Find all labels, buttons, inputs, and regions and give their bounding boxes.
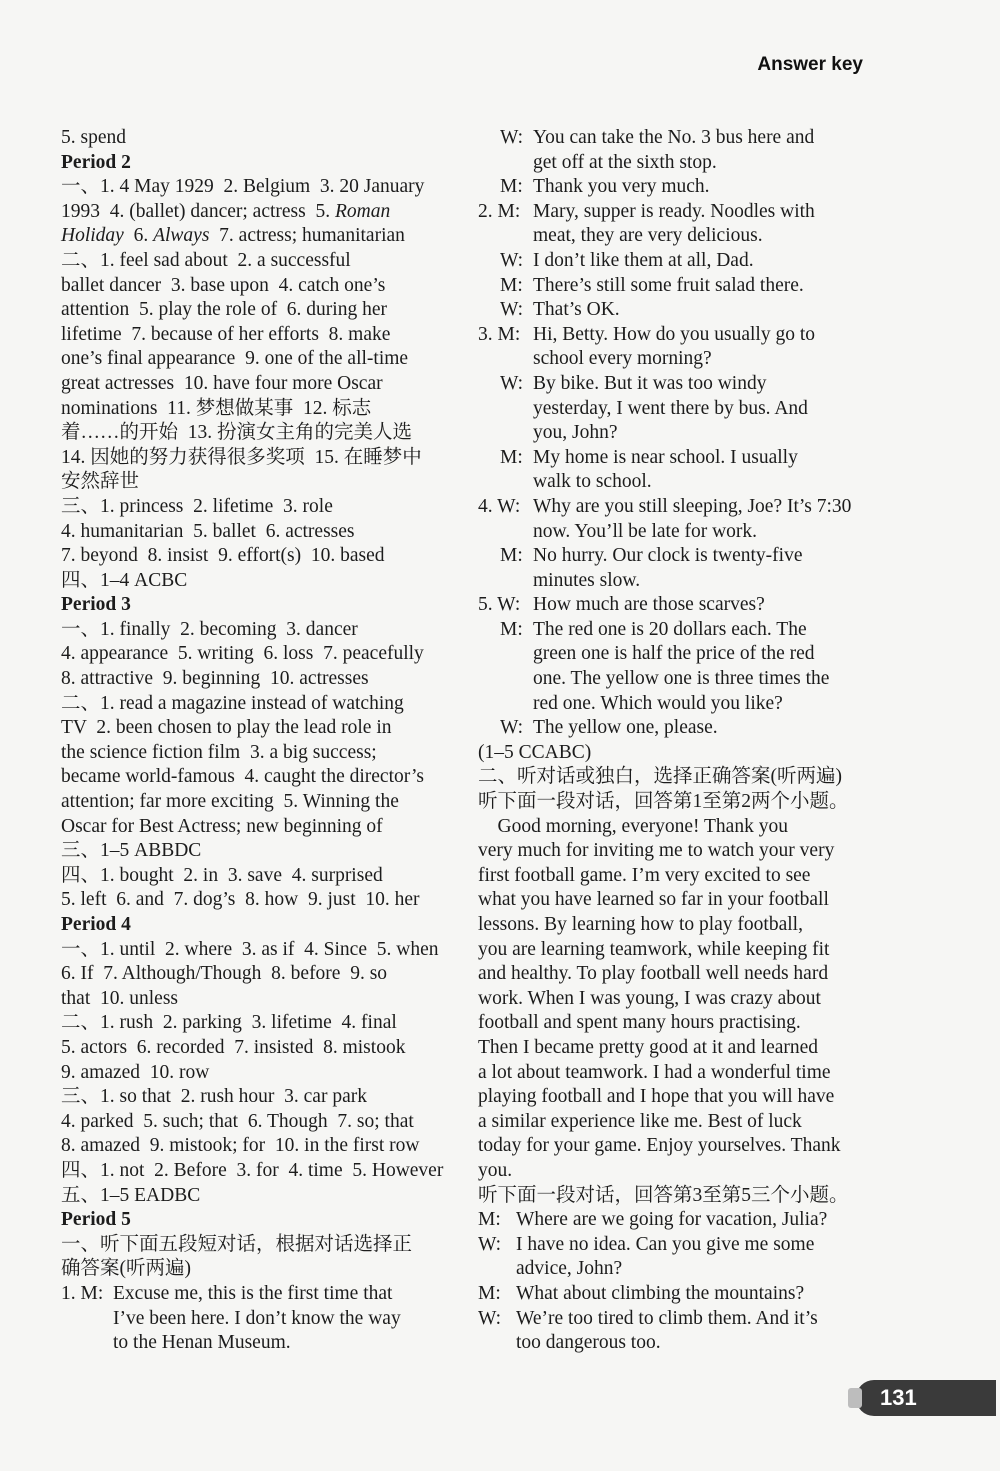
script-line	[478, 397, 878, 422]
script-text: I don’t like them at all, Dad.	[533, 249, 754, 271]
dialogue-line	[478, 1282, 878, 1307]
answer-text: 6. If 7. Although/Though 8. before 9. so	[61, 963, 388, 985]
answer-text: that 10. unless	[61, 987, 178, 1009]
answer-line	[61, 1159, 451, 1184]
answer-text: 8. amazed 9. mistook; for 10. in the first row	[61, 1135, 420, 1157]
answer-line	[61, 618, 451, 643]
answer-text: 9. amazed 10. row	[61, 1061, 210, 1083]
script-line	[478, 151, 878, 176]
speaker-label: M:	[500, 545, 523, 567]
script-text: You can take the No. 3 bus here and	[533, 127, 815, 148]
script-line	[478, 962, 878, 987]
dialogue-line	[478, 323, 878, 348]
answer-text: 五、1–5 EADBC	[61, 1184, 201, 1206]
answer-text: 三、1. so that 2. rush hour 3. car park	[61, 1086, 367, 1108]
answer-line	[61, 692, 451, 717]
right-column	[478, 126, 878, 1356]
answer-text: great actresses 10. have four more Oscar	[61, 372, 383, 394]
script-text: get off at the sixth stop.	[533, 151, 717, 173]
answer-line	[61, 790, 451, 815]
answer-text: 安然辞世	[61, 471, 140, 493]
dialogue-line	[478, 200, 878, 225]
section-heading	[61, 1208, 451, 1233]
answer-text: 8. attractive 9. beginning 10. actresses	[61, 668, 369, 690]
script-text: you, John?	[533, 422, 618, 444]
answer-line	[61, 200, 451, 225]
answer-line	[61, 1184, 451, 1209]
answer-text: to the Henan Museum.	[113, 1332, 291, 1354]
answer-text: became world-famous 4. caught the director’s	[61, 766, 424, 788]
answer-text: 1993 4. (ballet) dancer; actress 5.	[61, 200, 335, 222]
script-line	[478, 1159, 878, 1184]
answer-text: 4. appearance 5. writing 6. loss 7. peacefully	[61, 643, 424, 665]
script-text: 听下面一段对话，回答第1至第2两个小题。	[478, 791, 849, 813]
answer-text: 确答案(听两遍)	[61, 1258, 191, 1280]
answer-text: attention 5. play the role of 6. during her	[61, 299, 387, 321]
speaker-label: M:	[478, 1282, 501, 1304]
script-line	[478, 520, 878, 545]
answer-text: 1. M: Excuse me, this is the first time that	[61, 1282, 393, 1304]
answer-line	[61, 544, 451, 569]
dialogue-line	[478, 1233, 878, 1258]
script-text: red one. Which would you like?	[533, 692, 783, 714]
answer-text: one’s final appearance 9. one of the all-time	[61, 348, 409, 370]
answer-line	[61, 864, 451, 889]
answer-text: TV 2. been chosen to play the lead role in	[61, 717, 392, 739]
script-line	[478, 421, 878, 446]
dialogue-line	[478, 1208, 878, 1233]
dialogue-line	[478, 495, 878, 520]
script-text: Where are we going for vacation, Julia?	[516, 1209, 828, 1231]
answer-text: Period 5	[61, 1209, 131, 1231]
speaker-label: M:	[478, 1209, 501, 1231]
script-line	[478, 569, 878, 594]
script-line	[478, 1257, 878, 1282]
script-text: what you have learned so far in your football	[478, 889, 829, 911]
speaker-label: M:	[500, 176, 523, 198]
speaker-label: 2. M:	[478, 200, 521, 222]
script-line	[478, 667, 878, 692]
script-text: today for your game. Enjoy yourselves. Thank	[478, 1135, 841, 1157]
answer-text: 四、1. not 2. Before 3. for 4. time 5. However	[61, 1159, 444, 1181]
script-text: 听下面一段对话，回答第3至第5三个小题。	[478, 1184, 849, 1206]
dialogue-line	[478, 593, 878, 618]
speaker-label: 5. W:	[478, 594, 521, 616]
answer-line	[61, 1110, 451, 1135]
script-text: The yellow one, please.	[533, 717, 718, 739]
answer-line	[61, 839, 451, 864]
answer-line	[61, 1085, 451, 1110]
answer-text: 4. parked 5. such; that 6. Though 7. so; that	[61, 1110, 414, 1132]
script-text: My home is near school. I usually	[533, 446, 798, 468]
answer-text: ballet dancer 3. base upon 4. catch one’s	[61, 274, 386, 296]
answer-line	[61, 1036, 451, 1061]
answer-line	[61, 298, 451, 323]
answer-text: Oscar for Best Actress; new beginning of	[61, 815, 383, 837]
answer-text: 5. actors 6. recorded 7. insisted 8. mistook	[61, 1036, 406, 1058]
script-line	[478, 888, 878, 913]
page-number-badge	[856, 1380, 996, 1416]
script-text: How much are those scarves?	[533, 594, 765, 616]
answer-line	[61, 888, 451, 913]
answer-line	[61, 446, 451, 471]
italic-title: Holiday	[61, 225, 124, 247]
italic-title: Always	[153, 225, 210, 247]
script-text: meat, they are very delicious.	[533, 225, 763, 247]
script-line	[478, 765, 878, 790]
page-tab-marker	[848, 1388, 862, 1408]
answer-text: nominations 11. 梦想做某事 12. 标志	[61, 397, 372, 419]
script-text: first football game. I’m very excited to see	[478, 864, 811, 886]
dialogue-line	[478, 249, 878, 274]
answer-text: 一、1. until 2. where 3. as if 4. Since 5. when	[61, 938, 439, 960]
speaker-label: W:	[500, 299, 524, 321]
answer-line	[61, 765, 451, 790]
script-line	[478, 347, 878, 372]
script-line	[478, 790, 878, 815]
section-heading	[61, 593, 451, 618]
script-text: work. When I was young, I was crazy about	[478, 987, 821, 1009]
script-text: The red one is 20 dollars each. The	[533, 618, 807, 640]
dialogue-line	[478, 1307, 878, 1332]
dialogue-line	[478, 544, 878, 569]
answer-line	[61, 224, 451, 249]
dialogue-line	[478, 126, 878, 151]
script-line	[478, 864, 878, 889]
script-text: one. The yellow one is three times the	[533, 668, 830, 690]
answer-text: 14. 因她的努力获得很多奖项 15. 在睡梦中	[61, 446, 422, 468]
script-line	[478, 938, 878, 963]
script-text: advice, John?	[516, 1258, 623, 1280]
answer-text: 二、1. rush 2. parking 3. lifetime 4. final	[61, 1012, 397, 1034]
answer-line	[61, 495, 451, 520]
answer-text: lifetime 7. because of her efforts 8. make	[61, 323, 391, 345]
speaker-label: M:	[500, 446, 523, 468]
speaker-label: M:	[500, 618, 523, 640]
answer-text: 5. left 6. and 7. dog’s 8. how 9. just 10. her	[61, 889, 420, 911]
script-text: I have no idea. Can you give me some	[516, 1233, 815, 1255]
dialogue-line	[478, 446, 878, 471]
script-line	[478, 1011, 878, 1036]
script-text: playing football and I hope that you will have	[478, 1086, 835, 1108]
script-line	[478, 1184, 878, 1209]
answer-text: 7. beyond 8. insist 9. effort(s) 10. based	[61, 545, 385, 567]
script-text: No hurry. Our clock is twenty-five	[533, 545, 803, 567]
answer-line	[61, 421, 451, 446]
answer-line	[61, 347, 451, 372]
script-text: very much for inviting me to watch your very	[478, 840, 835, 862]
script-text: Good morning, everyone! Thank you	[478, 815, 788, 837]
script-text: (1–5 CCABC)	[478, 741, 592, 763]
answer-line	[61, 938, 451, 963]
answer-line	[61, 323, 451, 348]
answer-text: 一、1. 4 May 1929 2. Belgium 3. 20 January	[61, 176, 425, 198]
answer-line	[61, 962, 451, 987]
answer-line	[61, 642, 451, 667]
speaker-label: W:	[500, 717, 524, 739]
answer-line	[61, 274, 451, 299]
speaker-label: W:	[478, 1307, 502, 1329]
answer-line	[61, 815, 451, 840]
answer-text: Period 2	[61, 151, 131, 173]
speaker-label: 4. W:	[478, 495, 521, 517]
answer-line	[61, 1282, 451, 1307]
script-text: you.	[478, 1159, 513, 1181]
script-text: There’s still some fruit salad there.	[533, 274, 804, 296]
answer-line	[61, 1233, 451, 1258]
answer-line	[61, 520, 451, 545]
script-text: That’s OK.	[533, 299, 620, 321]
answer-line	[61, 1061, 451, 1086]
answer-text: 四、1–4 ACBC	[61, 569, 188, 591]
script-text: By bike. But it was too windy	[533, 372, 767, 394]
answer-line	[61, 372, 451, 397]
answer-text: 着……的开始 13. 扮演女主角的完美人选	[61, 422, 413, 444]
answer-line	[61, 397, 451, 422]
answer-line	[61, 667, 451, 692]
script-text: Mary, supper is ready. Noodles with	[533, 200, 815, 222]
speaker-label: 3. M:	[478, 323, 521, 345]
speaker-label: W:	[500, 249, 524, 271]
script-line	[478, 741, 878, 766]
script-line	[478, 1085, 878, 1110]
script-text: and healthy. To play football well needs hard	[478, 963, 829, 985]
answer-text: 6.	[123, 225, 154, 247]
script-text: Why are you still sleeping, Joe? It’s 7:30	[533, 495, 852, 517]
script-text: too dangerous too.	[516, 1332, 661, 1354]
left-column	[61, 126, 451, 1356]
answer-text: 7. actress; humanitarian	[209, 225, 405, 247]
script-line	[478, 1061, 878, 1086]
dialogue-line	[478, 274, 878, 299]
script-line	[478, 692, 878, 717]
answer-text: the science fiction film 3. a big success;	[61, 741, 377, 763]
answer-text: Period 4	[61, 914, 131, 935]
answer-text: 三、1–5 ABBDC	[61, 840, 202, 862]
script-line	[478, 642, 878, 667]
script-line	[478, 1331, 878, 1356]
script-text: you are learning teamwork, while keeping fit	[478, 938, 830, 960]
script-line	[478, 1036, 878, 1061]
answer-line	[61, 126, 451, 151]
dialogue-line	[478, 372, 878, 397]
script-text: minutes slow.	[533, 569, 641, 591]
script-text: lessons. By learning how to play football,	[478, 914, 803, 935]
script-text: 二、听对话或独白，选择正确答案(听两遍)	[478, 766, 842, 788]
script-line	[478, 913, 878, 938]
script-line	[478, 839, 878, 864]
answer-line	[61, 569, 451, 594]
dialogue-line	[478, 298, 878, 323]
script-line	[478, 224, 878, 249]
section-heading	[61, 913, 451, 938]
section-heading	[61, 151, 451, 176]
answer-text: 三、1. princess 2. lifetime 3. role	[61, 495, 333, 517]
script-text: school every morning?	[533, 348, 712, 370]
script-line	[478, 470, 878, 495]
script-text: What about climbing the mountains?	[516, 1282, 805, 1304]
answer-text: 四、1. bought 2. in 3. save 4. surprised	[61, 864, 383, 886]
answer-text: 一、听下面五段短对话，根据对话选择正	[61, 1233, 413, 1255]
answer-text: 一、1. finally 2. becoming 3. dancer	[61, 618, 358, 640]
answer-text: Period 3	[61, 594, 131, 616]
answer-text: attention; far more exciting 5. Winning the	[61, 791, 399, 813]
script-text: a lot about teamwork. I had a wonderful time	[478, 1061, 831, 1083]
script-text: a similar experience like me. Best of luck	[478, 1110, 802, 1132]
dialogue-line	[478, 618, 878, 643]
script-text: yesterday, I went there by bus. And	[533, 397, 808, 419]
script-text: football and spent many hours practising.	[478, 1012, 801, 1034]
page-number: 131	[880, 1385, 917, 1410]
page-header-title: Answer key	[757, 54, 863, 75]
speaker-label: W:	[500, 127, 524, 148]
speaker-label: W:	[500, 372, 524, 394]
script-text: green one is half the price of the red	[533, 643, 815, 665]
dialogue-line	[478, 716, 878, 741]
script-text: We’re too tired to climb them. And it’s	[516, 1307, 818, 1329]
script-line	[478, 1110, 878, 1135]
answer-text: 二、1. read a magazine instead of watching	[61, 692, 404, 714]
script-text: now. You’ll be late for work.	[533, 520, 758, 542]
speaker-label: W:	[478, 1233, 502, 1255]
answer-line	[61, 716, 451, 741]
answer-line	[61, 1011, 451, 1036]
script-text: Thank you very much.	[533, 176, 710, 198]
dialogue-line	[478, 175, 878, 200]
speaker-label: M:	[500, 274, 523, 296]
answer-text: I’ve been here. I don’t know the way	[113, 1307, 401, 1329]
script-text: Hi, Betty. How do you usually go to	[533, 323, 816, 345]
script-text: Then I became pretty good at it and learned	[478, 1036, 819, 1058]
answer-line	[61, 741, 451, 766]
answer-line	[61, 1257, 451, 1282]
answer-line	[61, 249, 451, 274]
script-line	[478, 815, 878, 840]
answer-text: 5. spend	[61, 127, 126, 148]
answer-text: 二、1. feel sad about 2. a successful	[61, 249, 351, 271]
script-line	[478, 987, 878, 1012]
answer-line	[61, 1307, 451, 1332]
answer-line	[61, 175, 451, 200]
script-line	[478, 1134, 878, 1159]
italic-title: Roman	[334, 200, 391, 222]
answer-line	[61, 1331, 451, 1356]
script-text: walk to school.	[533, 471, 652, 493]
answer-line	[61, 470, 451, 495]
answer-text: 4. humanitarian 5. ballet 6. actresses	[61, 520, 355, 542]
answer-line	[61, 987, 451, 1012]
answer-line	[61, 1134, 451, 1159]
